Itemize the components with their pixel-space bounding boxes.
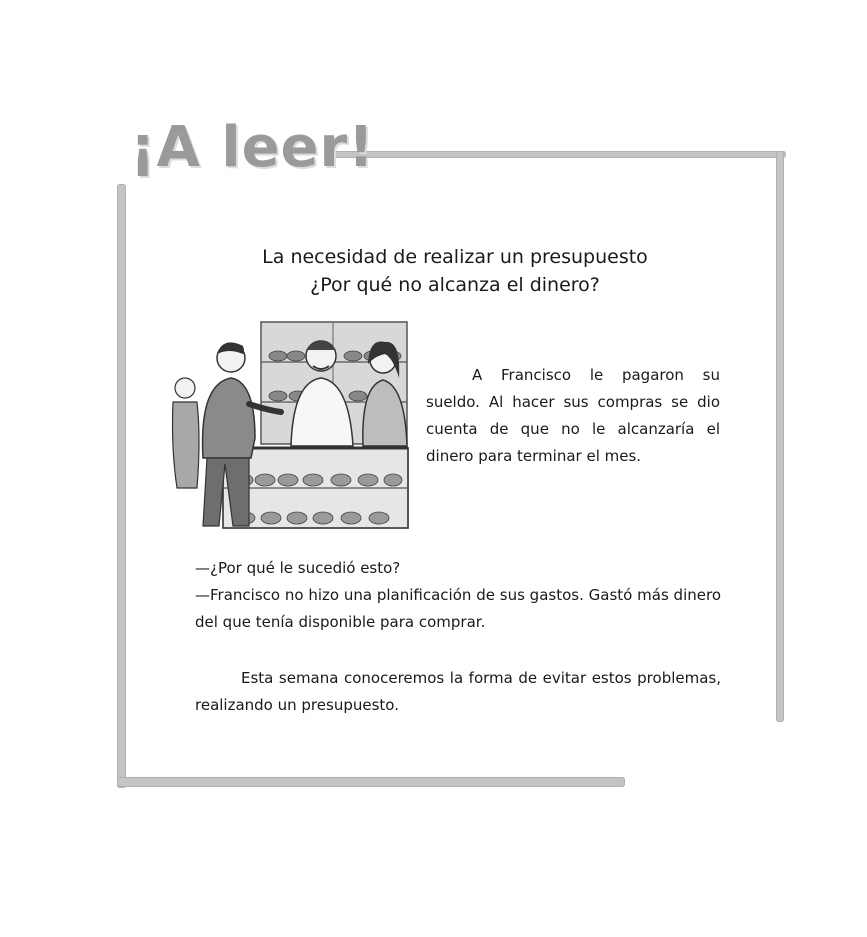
frame-bottom-bar	[117, 777, 625, 787]
frame-top-bar	[328, 151, 786, 158]
section-heading: ¡A leer!	[130, 115, 375, 180]
intro-paragraph: A Francisco le pagaron su sueldo. Al hacer sus compras se dio cuenta de que no le alcanzaría el dinero para terminar el mes.	[426, 366, 720, 465]
reading-title	[190, 243, 720, 299]
bakery-shop-scene-illustration	[163, 318, 413, 531]
dialogue-paragraph	[195, 555, 721, 636]
frame-left-bar	[117, 184, 126, 788]
title-line-2: ¿Por qué no alcanza el dinero?	[310, 274, 600, 296]
frame-right-bar	[776, 151, 784, 722]
dialogue-answer: —Francisco no hizo una planificación de sus gastos. Gastó más dinero del que tenía disponible para comprar.	[195, 586, 721, 631]
closing-paragraph: Esta semana conoceremos la forma de evitar estos problemas, realizando un presupuesto.	[195, 669, 721, 714]
dialogue-question: —¿Por qué le sucedió esto?	[195, 559, 401, 577]
title-line-1: La necesidad de realizar un presupuesto	[262, 246, 648, 268]
